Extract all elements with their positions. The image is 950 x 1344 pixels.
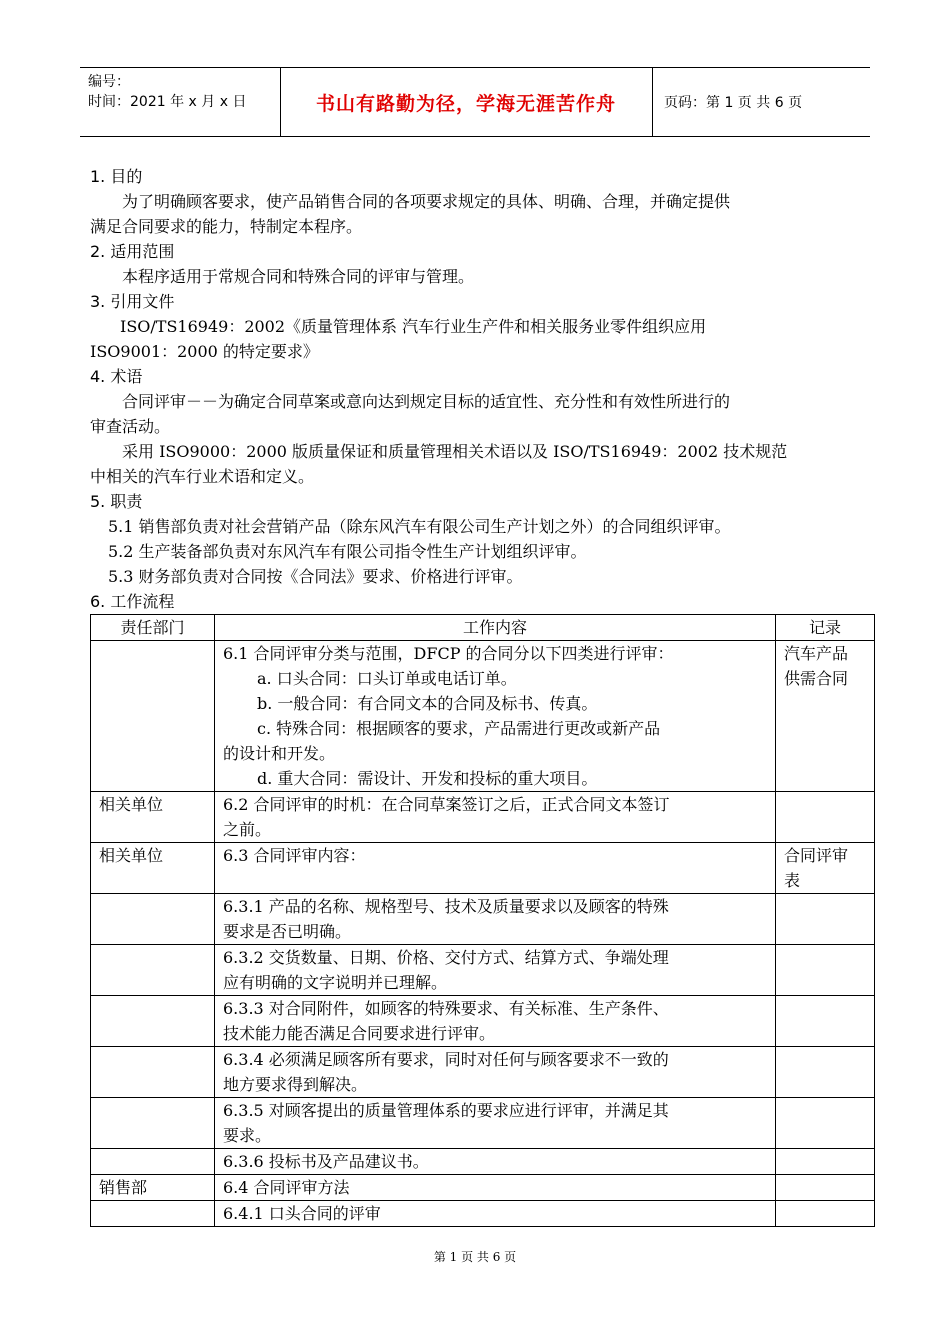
dept-cell: 相关单位 [91, 792, 215, 843]
record-cell [776, 1047, 875, 1098]
content-cell [215, 945, 776, 996]
list-item: 5.1 销售部负责对社会营销产品（除东风汽车有限公司生产计划之外）的合同组织评审。 [108, 517, 731, 536]
content-line: 6.3.1 产品的名称、规格型号、技术及质量要求以及顾客的特殊 [223, 897, 669, 916]
content-line: 要求是否已明确。 [223, 922, 352, 941]
column-header: 责任部门 [91, 615, 215, 641]
paragraph: 满足合同要求的能力，特制定本程序。 [90, 217, 363, 236]
content-line: a. 口头合同：口头订单或电话订单。 [257, 669, 517, 688]
dept-cell: 销售部 [91, 1175, 215, 1201]
content-line: b. 一般合同：有合同文本的合同及标书、传真。 [257, 694, 598, 713]
record-cell [776, 641, 875, 792]
content-line: 的设计和开发。 [223, 744, 336, 763]
content-cell [215, 996, 776, 1047]
record-line: 合同评审 [784, 846, 849, 865]
content-line: 技术能力能否满足合同要求进行评审。 [223, 1024, 496, 1043]
dept-cell [91, 1149, 215, 1175]
document-header [80, 67, 870, 137]
record-cell [776, 945, 875, 996]
content-cell [215, 1201, 776, 1227]
section-title: 1. 目的 [90, 167, 143, 186]
content-cell [215, 1098, 776, 1149]
content-cell [215, 843, 776, 894]
content-cell [215, 792, 776, 843]
content-line: 地方要求得到解决。 [223, 1075, 368, 1094]
record-cell [776, 843, 875, 894]
header-motto: 书山有路勤为径，学海无涯苦作舟 [315, 92, 616, 115]
table-row [91, 1149, 875, 1175]
content-line: 6.3.5 对顾客提出的质量管理体系的要求应进行评审，并满足其 [223, 1101, 669, 1120]
table-row [91, 1047, 875, 1098]
header-divider [652, 68, 653, 136]
record-cell [776, 996, 875, 1047]
content-line: 6.1 合同评审分类与范围，DFCP 的合同分以下四类进行评审： [223, 644, 674, 663]
paragraph: 本程序适用于常规合同和特殊合同的评审与管理。 [122, 267, 475, 286]
column-header: 工作内容 [215, 615, 776, 641]
content-cell [215, 1175, 776, 1201]
page-footer: 第 1 页 共 6 页 [433, 1250, 517, 1264]
paragraph: 审查活动。 [90, 417, 171, 436]
table-row [91, 945, 875, 996]
paragraph: ISO/TS16949：2002《质量管理体系 汽车行业生产件和相关服务业零件组织应用 [120, 317, 707, 336]
content-line: 6.2 合同评审的时机：在合同草案签订之后，正式合同文本签订 [223, 795, 670, 814]
paragraph: 为了明确顾客要求，使产品销售合同的各项要求规定的具体、明确、合理，并确定提供 [122, 192, 731, 211]
content-line: 6.3.2 交货数量、日期、价格、交付方式、结算方式、争端处理 [223, 948, 669, 967]
content-line: 6.3.3 对合同附件，如顾客的特殊要求、有关标准、生产条件、 [223, 999, 669, 1018]
workflow-table [90, 614, 875, 1227]
content-line: 应有明确的文字说明并已理解。 [223, 973, 448, 992]
content-cell [215, 1047, 776, 1098]
table-row [91, 843, 875, 894]
dept-cell: 相关单位 [91, 843, 215, 894]
table-row [91, 1098, 875, 1149]
dept-cell [91, 641, 215, 792]
table-row [91, 792, 875, 843]
record-line: 供需合同 [784, 669, 849, 688]
table-header-row [91, 615, 875, 641]
content-cell [215, 894, 776, 945]
content-line: 6.3.6 投标书及产品建议书。 [223, 1152, 429, 1171]
section-title: 4. 术语 [90, 367, 143, 386]
document-number-label: 编号： [88, 74, 130, 90]
record-line: 表 [784, 871, 801, 890]
content-line: 要求。 [223, 1126, 272, 1145]
record-cell [776, 1149, 875, 1175]
record-cell [776, 1098, 875, 1149]
header-page-label: 页码：第 1 页 共 6 页 [664, 95, 803, 111]
document-body [90, 164, 870, 614]
paragraph: 合同评审－－为确定合同草案或意向达到规定目标的适宜性、充分性和有效性所进行的 [122, 392, 731, 411]
section-title: 5. 职责 [90, 492, 143, 511]
table-row [91, 996, 875, 1047]
document-date-label: 时间：2021 年 x 月 x 日 [88, 94, 247, 110]
record-cell [776, 1201, 875, 1227]
dept-cell [91, 1047, 215, 1098]
column-header: 记录 [776, 615, 875, 641]
dept-cell [91, 996, 215, 1047]
record-cell [776, 894, 875, 945]
record-cell [776, 1175, 875, 1201]
content-line: d. 重大合同：需设计、开发和投标的重大项目。 [257, 769, 598, 788]
list-item: 5.2 生产装备部负责对东风汽车有限公司指令性生产计划组织评审。 [108, 542, 587, 561]
section-title: 6. 工作流程 [90, 592, 175, 611]
content-line: 6.4 合同评审方法 [223, 1178, 350, 1197]
list-item: 5.3 财务部负责对合同按《合同法》要求、价格进行评审。 [108, 567, 523, 586]
header-meta [88, 72, 246, 112]
table-row [91, 641, 875, 792]
table-row [91, 894, 875, 945]
dept-cell [91, 894, 215, 945]
content-line: 6.3 合同评审内容： [223, 846, 366, 865]
paragraph: ISO9001：2000 的特定要求》 [90, 342, 319, 361]
dept-cell [91, 945, 215, 996]
table-row [91, 1201, 875, 1227]
content-cell [215, 641, 776, 792]
record-line: 汽车产品 [784, 644, 849, 663]
section-title: 3. 引用文件 [90, 292, 175, 311]
content-line: 之前。 [223, 820, 272, 839]
table-row [91, 1175, 875, 1201]
content-line: 6.3.4 必须满足顾客所有要求，同时对任何与顾客要求不一致的 [223, 1050, 669, 1069]
dept-cell [91, 1201, 215, 1227]
paragraph: 中相关的汽车行业术语和定义。 [90, 467, 315, 486]
paragraph: 采用 ISO9000：2000 版质量保证和质量管理相关术语以及 ISO/TS16949：2002 技术规范 [122, 442, 788, 461]
record-cell [776, 792, 875, 843]
content-line: 6.4.1 口头合同的评审 [223, 1204, 381, 1223]
dept-cell [91, 1098, 215, 1149]
content-line: c. 特殊合同：根据顾客的要求，产品需进行更改或新产品 [257, 719, 661, 738]
section-title: 2. 适用范围 [90, 242, 175, 261]
content-cell [215, 1149, 776, 1175]
